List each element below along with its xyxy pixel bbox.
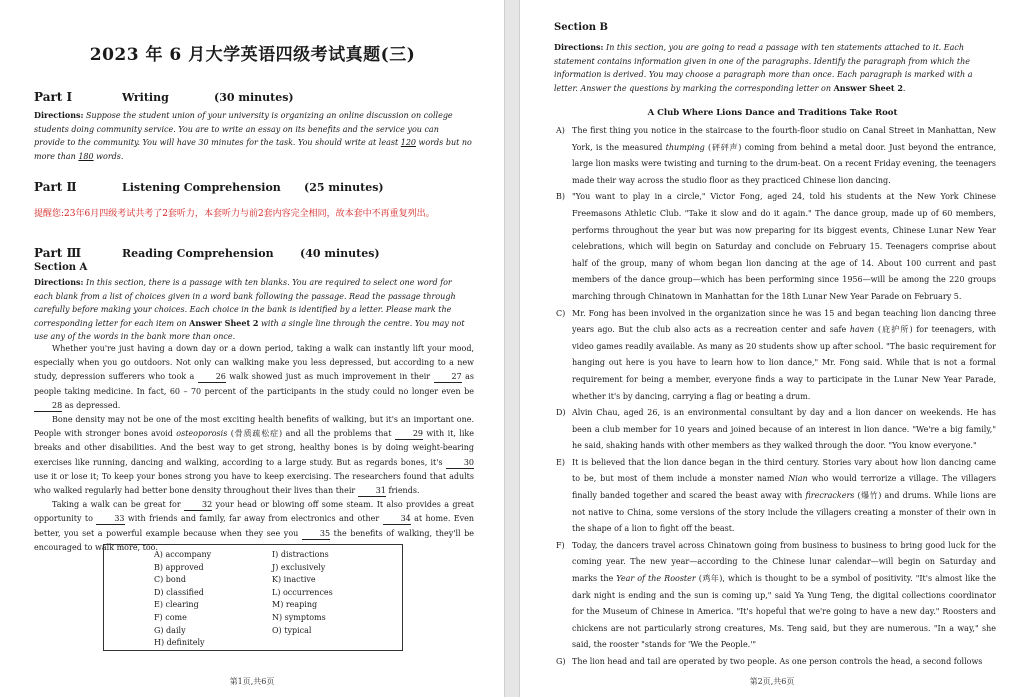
paragraph-term: thumping (665, 142, 705, 152)
paragraph-a (556, 123, 996, 189)
passage-text: with it, like breaks and other disabilities. And the best way to get strong, healthy bones is by doing weight-bearing exercises like running, dancing and walking, according to a large study. But as regards bones, it's (34, 429, 474, 467)
part-time: (30 minutes) (214, 91, 294, 104)
part-2-heading (34, 180, 384, 194)
passage-title: A Club Where Lions Dance and Traditions Take Root (647, 108, 898, 118)
directions-text: Suppose the student union of your university is organizing an online discussion on college students doing community service. You are to write an essay on its benefits and the service you can provide to the community. You will have 30 minutes for the task. You should write at least (34, 111, 453, 147)
section-b-label: Section B (554, 22, 608, 33)
blank-31: 31 (358, 486, 386, 497)
section-b-directions (554, 41, 994, 95)
exam-page-2 (519, 0, 1024, 697)
exam-page-1 (0, 0, 505, 697)
word-bank-item: B) approved (154, 562, 204, 572)
paragraph-e (556, 455, 996, 538)
word-bank-item: N) symptoms (272, 612, 326, 622)
word-bank-column-right (272, 549, 333, 637)
blank-29: 29 (395, 429, 423, 440)
word-bank-item: O) typical (272, 625, 312, 635)
paragraph-term: firecrackers (805, 491, 855, 501)
part-number: Part Ⅰ (34, 90, 73, 104)
word-bank-item: D) classified (154, 587, 204, 597)
passage-text: and all the problems that (282, 429, 395, 439)
paragraph-text: The first thing you notice in the staircase to the fourth-floor studio on Canal Street in Manhattan, New York, is the measured (572, 126, 996, 152)
blank-30: 30 (446, 458, 474, 469)
paragraph-text: It is believed that the lion dance began in the third century. Stories vary about how lion dancing came to be, but most of them include a monster named (572, 457, 996, 484)
passage-gloss: (骨质疏松症) (227, 429, 283, 439)
page-number: 第2页,共6页 (749, 677, 795, 686)
passage-text: at home. Even better, you set a powerful example because when they see you (34, 514, 474, 538)
passage-paragraph (34, 413, 474, 498)
paragraph-letter: A) (556, 126, 565, 135)
paragraph-d (556, 405, 996, 455)
word-bank-item: L) occurrences (272, 587, 333, 597)
blank-28: 28 (34, 401, 62, 412)
paragraph-term: haven (849, 325, 875, 335)
directions-text: In this section, there is a passage with ten blanks. You are required to select one word for each blank from a list of choices given in a word bank following the passage. Read the passage through carefully before making your choices. Each choice in the bank is identified by a letter. Please mark the corresponding letter for each item on (34, 278, 456, 328)
page-number: 第1页,共6页 (229, 677, 275, 686)
answer-sheet-ref: Answer Sheet 2 (833, 82, 903, 93)
section-a-directions (34, 276, 472, 344)
passage-text: friends. (385, 486, 420, 496)
paragraph-g (556, 654, 996, 671)
passage-text: your head or blowing off some steam. It also provides a great opportunity to (34, 500, 474, 524)
word-bank-item: A) accompany (154, 550, 212, 559)
word-bank-item: J) exclusively (272, 562, 326, 572)
word-bank (103, 544, 403, 651)
passage-text: Whether you're just having a down day or a down period, taking a walk can instantly lift your mood, especially when you go outdoors. Not only can walking make you less depressed, but according to a new study, depression sufferers who took a (34, 344, 474, 382)
directions-label: Directions: (34, 277, 84, 287)
paragraph-letter: D) (556, 408, 566, 418)
passage-text: walk showed just as much improvement in their (225, 372, 434, 382)
page-title: 2023 年 6 月大学英语四级考试真题(三) (89, 45, 416, 65)
blank-27: 27 (434, 372, 462, 383)
paragraph-letter: G) (556, 657, 566, 666)
part-time: (25 minutes) (304, 181, 384, 194)
paragraph-letter: B) (556, 192, 565, 202)
word-bank-column-left (154, 549, 211, 650)
paragraph-text: (鸡年), which is thought to be a symbol of positivity. "It's almost like the dark night is ending and the sun is coming up," said Ya Yung Teng, the digital collections coordinator for the Museum of Chinese in America. "It's hopeful that we're going to have a new day." Roosters and chickens are not particularly strong creatures, Ms. Teng said, but they are numerous. "In a way," she said, the rooster "stands for 'We the People.'" (572, 574, 996, 650)
paragraph-text: Mr. Fong has been involved in the organization since he was 15 and began teaching lion dancing three years ago. But the club also acts as a recreation center and safe (572, 308, 996, 335)
passage-text: with friends and family, far away from electronics and other (124, 514, 383, 524)
word-bank-item: F) come (154, 612, 187, 622)
directions-text: . (902, 83, 906, 93)
blank-34: 34 (383, 514, 411, 525)
part-1-heading (34, 90, 294, 104)
paragraph-letter: F) (556, 540, 565, 550)
blank-35: 35 (302, 529, 330, 540)
paragraph-text: Today, the dancers travel across Chinatown going from business to business to bring good luck for the coming year. The new year—according to the Chinese lunar calendar—will begin on Saturday and marks the (572, 540, 996, 584)
blank-26: 26 (198, 372, 226, 383)
paragraph-text: The lion head and tail are operated by two people. As one person controls the head, a second follows (572, 657, 983, 666)
part-title: Listening Comprehension (122, 181, 281, 194)
part-title: Writing (122, 91, 169, 104)
passage-text: as depressed. (62, 400, 121, 410)
blank-32: 32 (184, 500, 212, 511)
passage-text: as people taking medicine. In fact, 60 – 70 percent of the participants in the study could no longer even be (34, 372, 474, 396)
part-3-heading (34, 246, 380, 260)
paragraph-text: (砰砰声) coming from behind a metal door. Just beyond the entrance, large lion masks were twisting and turning to the drum-beat. On a recent Friday evening, the teenagers made their way across the studio floor as they practiced Chinese lion dancing. (572, 142, 996, 185)
answer-sheet-ref: Answer Sheet 2 (189, 317, 259, 328)
paragraph-f (556, 538, 996, 654)
writing-directions (34, 109, 472, 163)
word-bank-item: M) reaping (272, 600, 318, 610)
passage-text: Bone density may not be one of the most exciting health benefits of walking, but it's an important one. People with stronger bones avoid (34, 415, 474, 439)
paragraph-text: Alvin Chau, aged 26, is an environmental consultant by day and a lion dancer on weekends. He has been a club member for 10 years and joined because of an interest in lion dance. "We're a big family," he said, shaking hands with other members as they walked through the door. "You know everyone." (572, 408, 996, 451)
directions-text: words but no more than (34, 138, 472, 161)
directions-label: Directions: (34, 110, 84, 120)
passage-text: the benefits of walking, they'll be encouraged to walk more, too. (34, 528, 474, 552)
section-b-passage (556, 123, 996, 671)
paragraph-text: who would terrorize a village. The villagers finally banded together and scared the beast away with (572, 474, 997, 501)
word-bank-item: E) clearing (154, 600, 199, 610)
passage-term: osteoporosis (176, 429, 228, 439)
passage-text: Taking a walk can be great for (52, 500, 185, 510)
listening-reminder: 提醒您:23年6月四级考试共考了2套听力，本套听力与前2套内容完全相同，故本套中不再重复列出。 (34, 209, 435, 219)
word-bank-item: K) inactive (272, 575, 316, 585)
directions-label: Directions: (554, 42, 604, 52)
paragraph-term: Year of the Rooster (616, 574, 696, 584)
min-words: 120 (400, 138, 417, 147)
paragraph-letter: C) (556, 308, 566, 318)
paragraph-term: Nian (788, 474, 808, 484)
max-words: 180 (78, 151, 94, 161)
paragraph-text: (爆竹) and drums. While lions are not native to China, some versions of the story include the villagers creating a monster of their own in the shape of a lion to fight off the beast. (572, 491, 997, 534)
blank-33: 33 (96, 514, 124, 525)
directions-text: In this section, you are going to read a passage with ten statements attached to it. Each statement contains information given in one of the paragraphs. Identify the paragraph from which the information is derived. You may choose a paragraph more than once. Each paragraph is marked with a letter. Answer the questions by marking the corresponding letter on (554, 43, 973, 93)
section-a-label: Section A (34, 262, 88, 273)
part-number: Part Ⅲ (34, 246, 82, 260)
word-bank-item: I) distractions (272, 550, 329, 559)
paragraph-text: (庇护所) for teenagers, with video games readily available. As many as 20 students show up after school. "The basic requirement for hanging out here is you have to learn how to lion dance," Mr. Fong said. While that is not a formal requirement for being a member, everyone finds a way to participate in the Lunar New Year Parade, whether it's by dancing, carrying a flag or beating a drum. (572, 325, 997, 401)
paragraph-b (556, 189, 996, 305)
paragraph-text: "You want to play in a circle," Victor Fong, aged 24, told his students at the New York Chinese Freemasons Athletic Club. "Take it slow and do it again." The dance group, made up of 60 members, performs throughout the year but was now preparing for its biggest events, Chinese Lunar New Year celebrations, which will begin on Saturday and conclude on February 15. Teenagers comprise about half of the group, many of whom began lion dancing at the age of 14. About 100 current and past members of the dance group—which has been performing since 1956—will be among the 220 groups marching through Chinatown in Manhattan for the 18th Lunar New Year Parade on February 5. (572, 192, 996, 301)
word-bank-item: H) definitely (154, 638, 205, 648)
paragraph-letter: E) (556, 457, 565, 467)
passage-text: use it or lose it; To keep your bones strong you have to keep exercising. The researchers found that adults who walked regularly had better bone density throughout their lives than their (34, 471, 474, 496)
paragraph-c (556, 306, 996, 406)
part-number: Part Ⅱ (34, 180, 77, 194)
directions-text: words. (93, 151, 124, 161)
part-time: (40 minutes) (300, 247, 380, 260)
passage-paragraph (34, 342, 474, 413)
directions-text: with a single line through the centre. You may not use any of the words in the bank more than once. (34, 318, 465, 341)
section-a-passage (34, 342, 474, 555)
word-bank-item: C) bond (154, 575, 186, 585)
word-bank-item: G) daily (154, 625, 186, 635)
part-title: Reading Comprehension (122, 247, 274, 260)
